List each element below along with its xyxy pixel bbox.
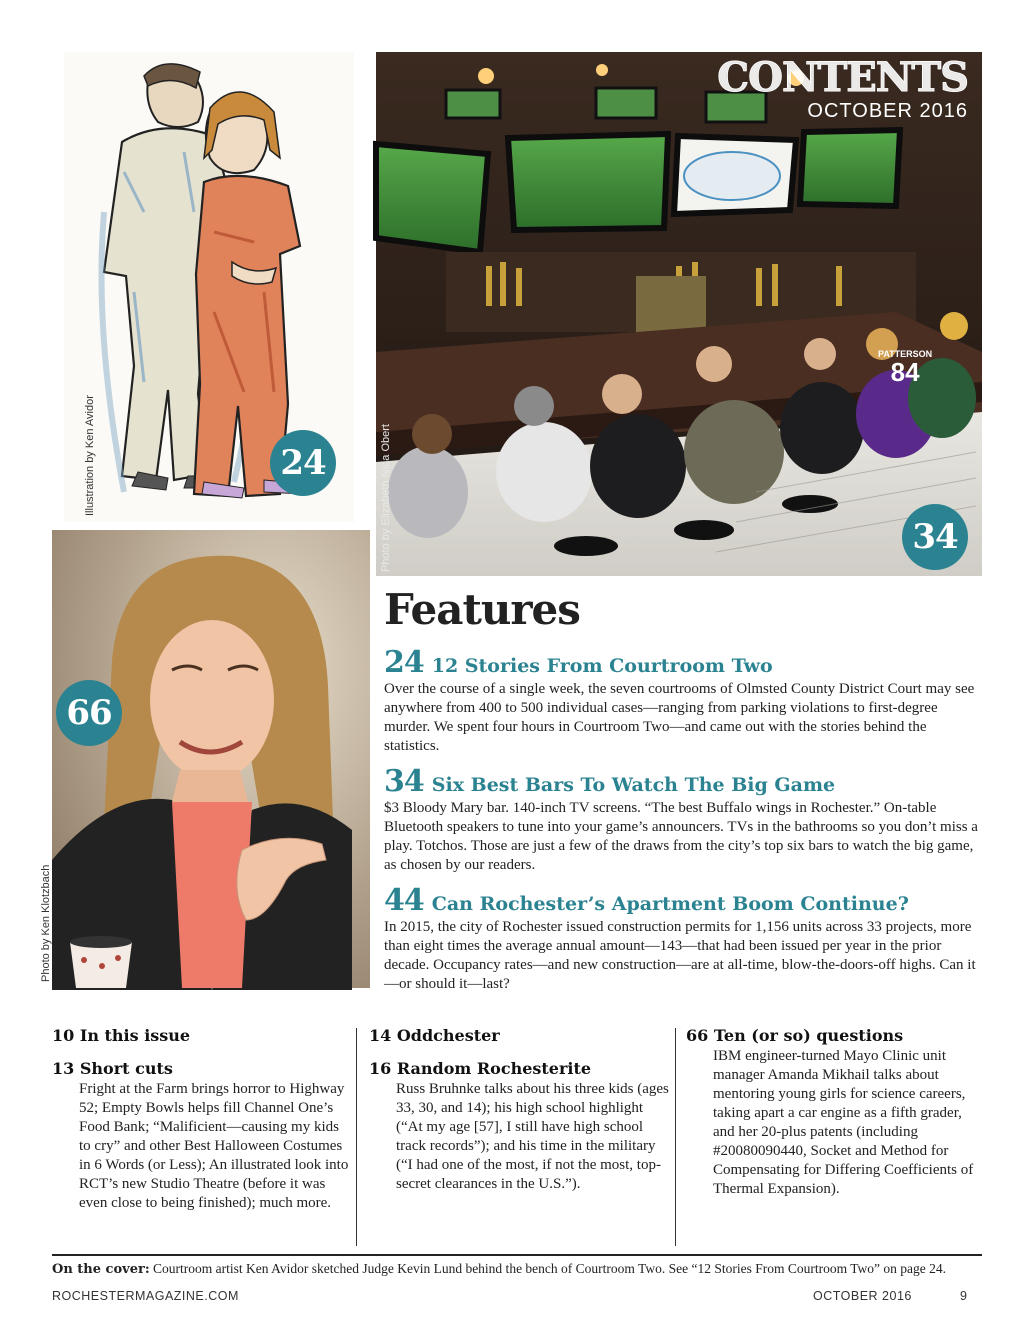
feature-page-number: 34 [384,764,424,799]
bar-photo-credit: Photo by Elizabeth Nida Obert [380,424,392,572]
departments-column-3 [686,1026,982,1199]
features-heading: Features [384,585,580,634]
feature-description: In 2015, the city of Rochester issued construction permits for 1,156 units across 33 projects, more than eight times the average annual amount—143—that had been issued per year in the prior decade. Occupancy rates—and new construction—are at all-time, blow-the-doors-off highs. Can it—or should it—last? [384,919,976,992]
feature-description: Over the course of a single week, the seven courtrooms of Olmsted County District Court may see anywhere from 400 to 500 individual cases—ranging from parking violations to first-degree murder. We spent four hours in Courtroom Two—and came out with the stories behind the statistics. [384,681,975,754]
sports-bar-photo [376,52,982,576]
page-badge-66[interactable]: 66 [56,680,122,746]
portrait-scene [52,530,370,988]
feature-item[interactable] [384,764,980,875]
department-heading[interactable]: 10 In this issue [52,1026,191,1045]
jersey-number: 84 [890,357,920,387]
footer-site[interactable]: ROCHESTERMAGAZINE.COM [52,1289,239,1303]
feature-page-number: 44 [384,883,424,918]
contents-header [717,56,968,123]
department-description: IBM engineer-turned Mayo Clinic unit manager Amanda Mikhail talks about mentoring young girls for science careers, taking apart a car engine as a fifth grader, and her 20-plus patents (including #20080090440, Socket and Method for Compensating for Differing Coefficients of Thermal Expansion). [713,1048,974,1197]
feature-description: $3 Bloody Mary bar. 140-inch TV screens. “The best Buffalo wings in Rochester.” On-table Bluetooth speakers to tune into your game’s announcers. TVs in the bathrooms so you don’t miss a play. Totchos. Those are just a few of the draws from the city’s top six bars to watch the big game, as chosen by our readers. [384,800,978,873]
issue-date: OCTOBER 2016 [807,100,968,122]
portrait-credit: Photo by Ken Klotzbach [40,864,52,982]
feature-item[interactable] [384,645,980,756]
footer-rule [52,1254,982,1256]
department-heading[interactable]: 66 Ten (or so) questions [686,1026,904,1045]
cover-note [52,1261,946,1277]
feature-title[interactable]: Can Rochester’s Apartment Boom Continue? [431,893,909,915]
column-divider [356,1028,357,1246]
cover-note-text: Courtroom artist Ken Avidor sketched Judge Kevin Lund behind the bench of Courtroom Two. See “12 Stories From Courtroom Two” on page 24. [149,1261,946,1276]
cover-note-label: On the cover: [52,1262,150,1277]
department-heading[interactable]: 16 Random Rochesterite [369,1059,592,1078]
departments-column-1 [52,1026,352,1213]
contents-title: CONTENTS [717,54,968,101]
footer-date: OCTOBER 2016 [813,1289,912,1303]
jersey-text [878,350,932,385]
jersey-name: PATTERSON [878,349,933,359]
department-description: Fright at the Farm brings horror to Highway 52; Empty Bowls helps fill Channel One’s Food Bank; “Malificient—causing my kids to cry” and other Best Halloween Costumes in 6 Words (or Less); An illustrated look into RCT’s new Studio Theatre (before it was even close to being finished); much more. [79,1081,349,1211]
departments-column-2 [369,1026,669,1194]
feature-title[interactable]: 12 Stories From Courtroom Two [431,655,773,677]
column-divider [675,1028,676,1246]
page-badge-24[interactable]: 24 [270,430,336,496]
feature-title[interactable]: Six Best Bars To Watch The Big Game [431,774,836,796]
illustration-credit: Illustration by Ken Avidor [84,395,96,516]
feature-item[interactable] [384,883,980,994]
feature-page-number: 24 [384,645,424,680]
department-description: Russ Bruhnke talks about his three kids (ages 33, 30, and 14); his high school highlight (“At my age [57], I still have high school track records”); and his time in the military (“I had one of the most, if not the most, top-secret clearances in the U.S.”). [396,1081,669,1192]
department-heading[interactable]: 14 Oddchester [369,1026,500,1045]
page-number: 9 [960,1289,968,1303]
department-heading[interactable]: 13 Short cuts [52,1059,173,1078]
portrait-photo [40,530,370,988]
courtroom-illustration [64,52,354,522]
bar-scene [376,52,982,576]
page-badge-34[interactable]: 34 [902,504,968,570]
